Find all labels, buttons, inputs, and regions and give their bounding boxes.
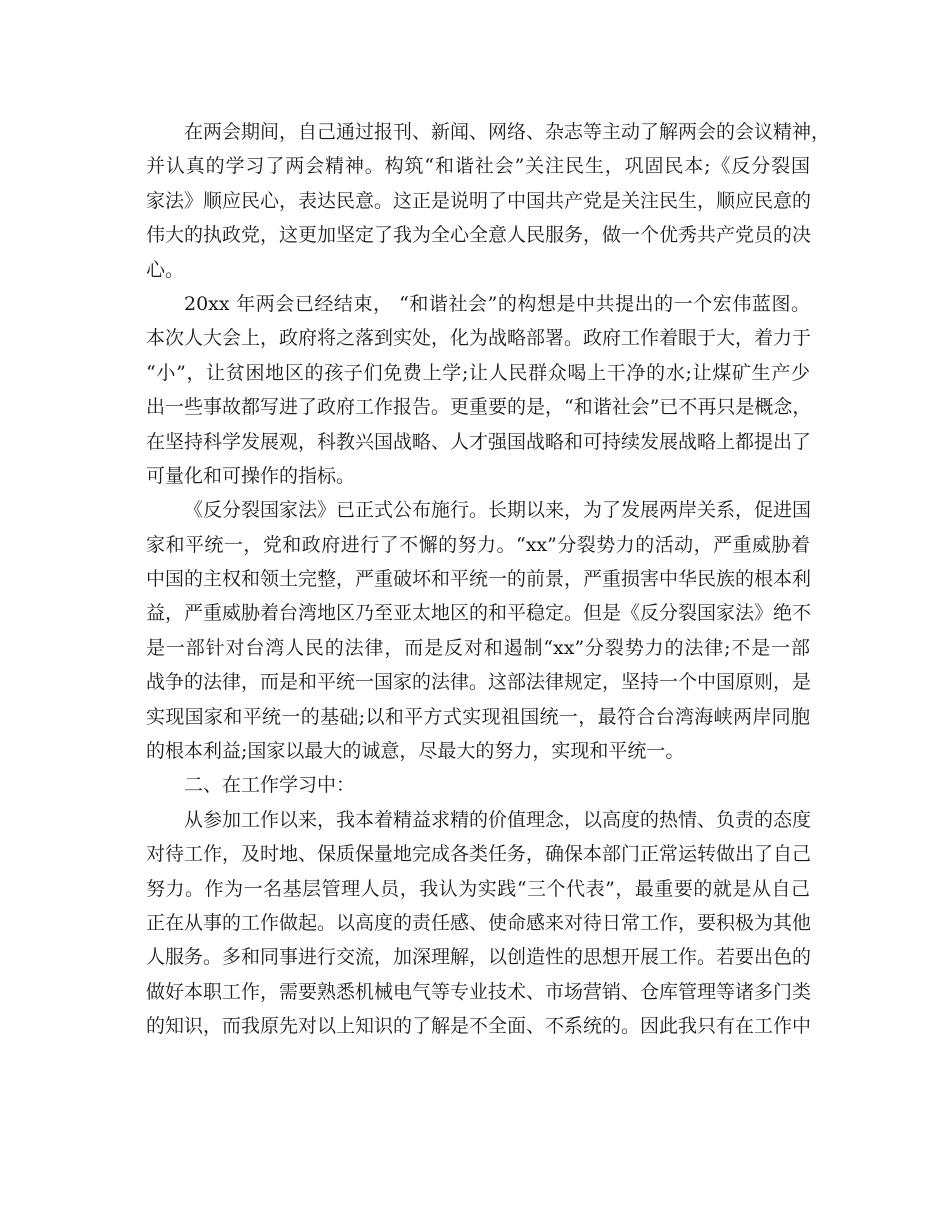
- text-line: 的根本利益;国家以最大的诚意，尽最大的努力，实现和平统一。: [146, 740, 685, 763]
- text-line: 努力。作为一名基层管理人员，我认为实践“三个代表”，最重要的就是从自己: [146, 877, 810, 900]
- text-line: 家法》顺应民心，表达民意。这正是说明了中国共产党是关注民生，顺应民意的: [146, 189, 812, 212]
- text-line: 《反分裂国家法》已正式公布施行。长期以来，为了发展两岸关系，促进国: [184, 499, 812, 522]
- heading-line: 二、在工作学习中：: [184, 774, 356, 797]
- paragraph-anti-secession-law: [146, 493, 810, 768]
- text-line: 伟大的执政党，这更加坚定了我为全心全意人民服务，做一个优秀共产党员的决: [146, 224, 812, 247]
- text-line: 做好本职工作，需要熟悉机械电气等专业技术、市场营销、仓库管理等诸多门类: [146, 980, 812, 1003]
- text-line: 是一部针对台湾人民的法律，而是反对和遏制“xx”分裂势力的法律;不是一部: [146, 636, 810, 659]
- text-line: 家和平统一，党和政府进行了不懈的努力。“xx”分裂势力的活动，严重威胁着: [146, 533, 810, 556]
- text-line: 的知识，而我原先对以上知识的了解是不全面、不系统的。因此我只有在工作中: [146, 1015, 812, 1038]
- text-line: 在坚持科学发展观，科教兴国战略、人才强国战略和可持续发展战略上都提出了: [146, 430, 812, 453]
- text-line: 可量化和可操作的指标。: [146, 464, 356, 487]
- section-heading: [146, 768, 810, 802]
- paragraph-work-study: [146, 803, 810, 1044]
- text-line: 心。: [146, 258, 185, 281]
- text-line: 正在从事的工作做起。以高度的责任感、使命感来对待日常工作，要积极为其他: [146, 911, 812, 934]
- paragraph-two-sessions: [146, 115, 831, 287]
- text-line: 出一些事故都写进了政府工作报告。更重要的是，“和谐社会”已不再只是概念，: [146, 396, 812, 419]
- text-line: 实现国家和平统一的基础;以和平方式实现祖国统一，最符合台湾海峡两岸同胞: [146, 705, 810, 728]
- text-line: 并认真的学习了两会精神。构筑“和谐社会”关注民生，巩固民本;《反分裂国: [146, 155, 810, 178]
- text-line: 在两会期间，自己通过报刊、新闻、网络、杂志等主动了解两会的会议精神，: [184, 121, 831, 143]
- text-line: 战争的法律，而是和平统一国家的法律。这部法律规定，坚持一个中国原则，是: [146, 671, 812, 694]
- text-line: 对待工作，及时地、保质保量地完成各类任务，确保本部门正常运转做出了自己: [146, 843, 812, 866]
- text-line: 人服务。多和同事进行交流，加深理解，以创造性的思想开展工作。若要出色的: [146, 946, 812, 969]
- text-line: 从参加工作以来，我本着精益求精的价值理念，以高度的热情、负责的态度: [184, 808, 812, 831]
- text-line: 中国的主权和领土完整，严重破坏和平统一的前景，严重损害中华民族的根本利: [146, 568, 812, 591]
- text-line: 益，严重威胁着台湾地区乃至亚太地区的和平稳定。但是《反分裂国家法》绝不: [146, 602, 812, 625]
- document-body: [146, 115, 831, 1044]
- text-line: 20xx 年两会已经结束， “和谐社会”的构想是中共提出的一个宏伟蓝图。: [184, 292, 810, 315]
- text-line: 本次人大会上，政府将之落到实处，化为战略部署。政府工作着眼于大，着力于: [146, 327, 812, 350]
- text-line: “小”，让贫困地区的孩子们免费上学;让人民群众喝上干净的水;让煤矿生产少: [146, 361, 810, 384]
- paragraph-harmonious-society: [146, 287, 810, 493]
